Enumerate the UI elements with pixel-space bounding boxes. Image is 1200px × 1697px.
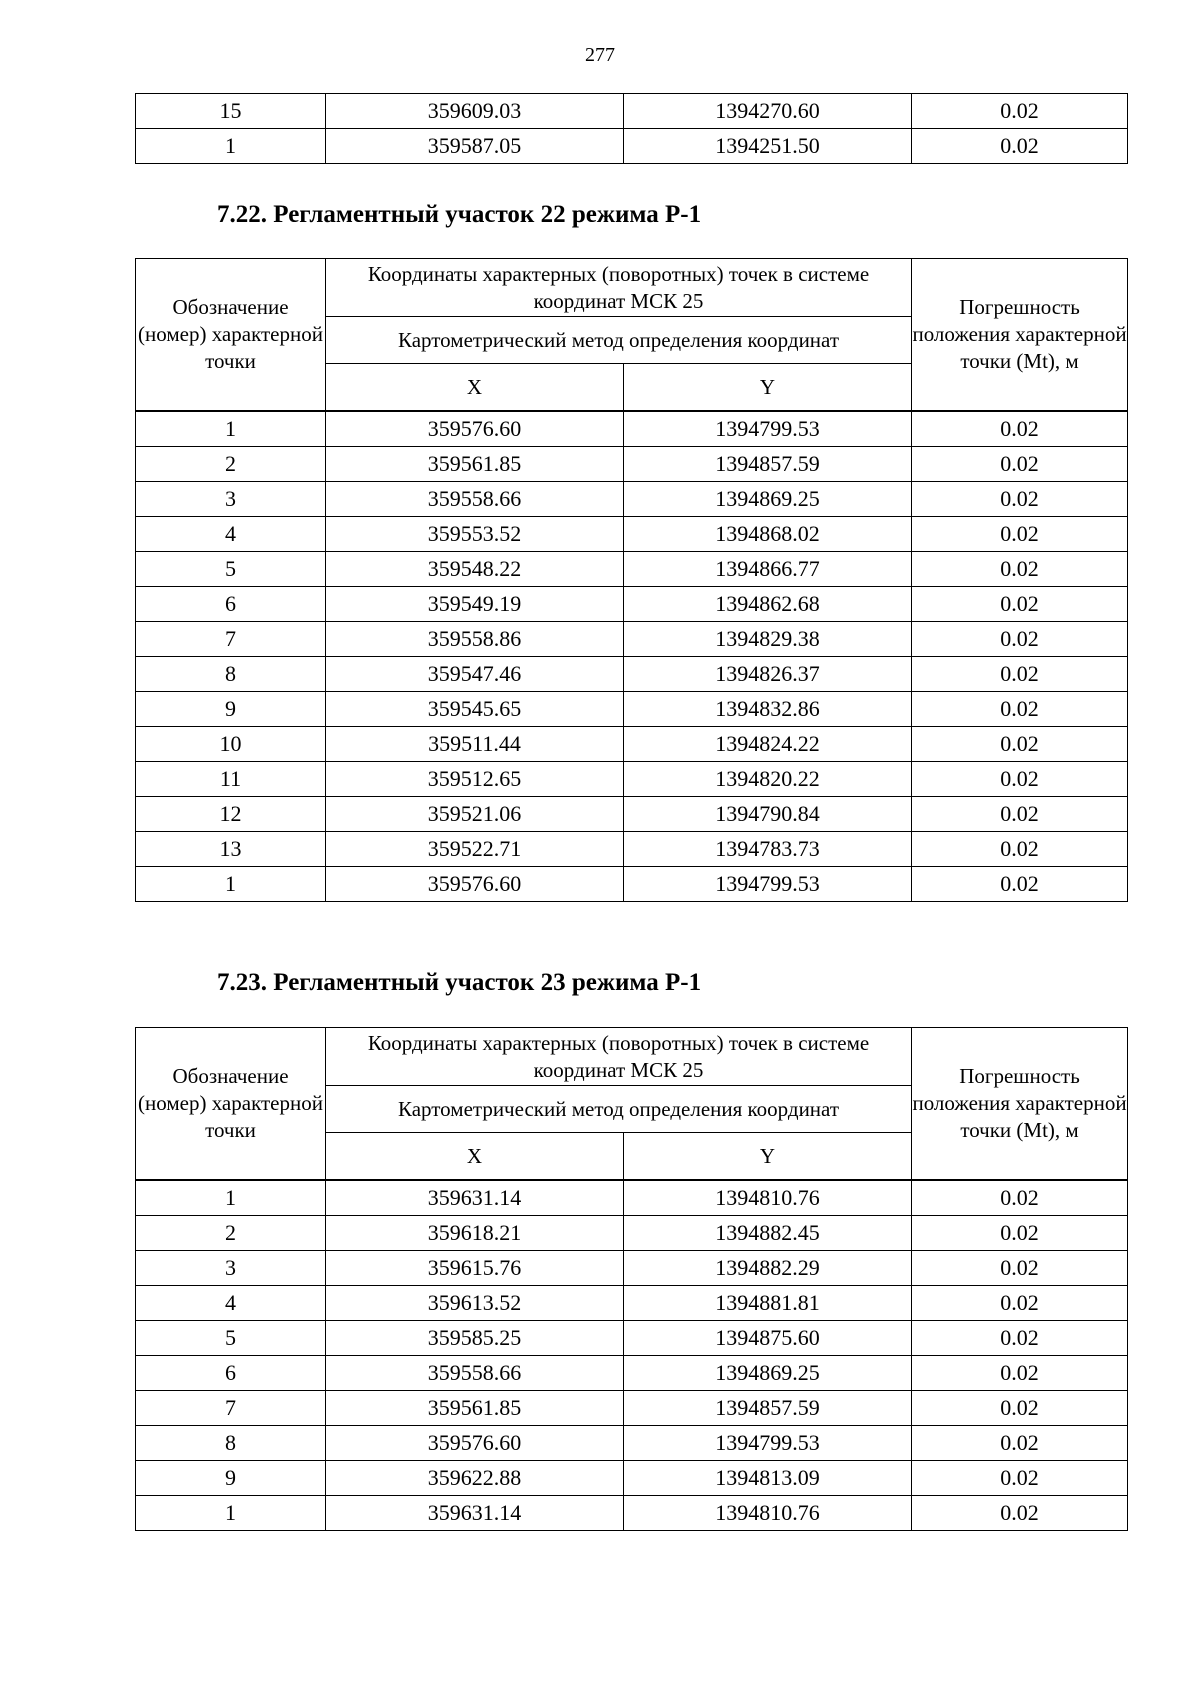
cell-x: 359613.52 bbox=[326, 1286, 624, 1321]
cell-point-number: 8 bbox=[136, 1426, 326, 1461]
cell-point-number: 9 bbox=[136, 1461, 326, 1496]
cell-error: 0.02 bbox=[912, 1426, 1128, 1461]
cell-x: 359576.60 bbox=[326, 1426, 624, 1461]
cell-error: 0.02 bbox=[912, 832, 1128, 867]
cell-point-number: 9 bbox=[136, 692, 326, 727]
cell-point-number: 1 bbox=[136, 1496, 326, 1531]
cell-point-number: 15 bbox=[136, 94, 326, 129]
cell-x: 359511.44 bbox=[326, 727, 624, 762]
cell-point-number: 10 bbox=[136, 727, 326, 762]
cell-y: 1394882.29 bbox=[624, 1251, 912, 1286]
header-method: Картометрический метод определения координат bbox=[326, 1086, 912, 1133]
table-body bbox=[136, 1180, 1128, 1531]
cell-point-number: 8 bbox=[136, 657, 326, 692]
cell-error: 0.02 bbox=[912, 1496, 1128, 1531]
header-coordinates: Координаты характерных (поворотных) точек в системе координат МСК 25 bbox=[326, 259, 912, 317]
cell-y: 1394869.25 bbox=[624, 482, 912, 517]
cell-y: 1394857.59 bbox=[624, 447, 912, 482]
cell-point-number: 7 bbox=[136, 622, 326, 657]
cell-y: 1394869.25 bbox=[624, 1356, 912, 1391]
cell-y: 1394813.09 bbox=[624, 1461, 912, 1496]
cell-y: 1394866.77 bbox=[624, 552, 912, 587]
cell-y: 1394826.37 bbox=[624, 657, 912, 692]
cell-x: 359553.52 bbox=[326, 517, 624, 552]
header-y: Y bbox=[624, 364, 912, 412]
cell-x: 359631.14 bbox=[326, 1496, 624, 1531]
header-x: X bbox=[326, 1133, 624, 1181]
cell-error: 0.02 bbox=[912, 411, 1128, 447]
cell-error: 0.02 bbox=[912, 587, 1128, 622]
table-row bbox=[136, 1426, 1128, 1461]
page-number: 277 bbox=[585, 44, 615, 66]
cell-point-number: 1 bbox=[136, 1180, 326, 1216]
cell-error: 0.02 bbox=[912, 657, 1128, 692]
table-row bbox=[136, 447, 1128, 482]
cell-error: 0.02 bbox=[912, 482, 1128, 517]
cell-point-number: 1 bbox=[136, 129, 326, 164]
top-coordinates-table bbox=[135, 93, 1128, 164]
cell-x: 359609.03 bbox=[326, 94, 624, 129]
table-body bbox=[136, 411, 1128, 902]
cell-point-number: 5 bbox=[136, 552, 326, 587]
table-row bbox=[136, 587, 1128, 622]
cell-x: 359585.25 bbox=[326, 1321, 624, 1356]
cell-y: 1394783.73 bbox=[624, 832, 912, 867]
cell-y: 1394799.53 bbox=[624, 1426, 912, 1461]
cell-x: 359576.60 bbox=[326, 867, 624, 902]
cell-point-number: 6 bbox=[136, 1356, 326, 1391]
section-22-title: 7.22. Регламентный участок 22 режима Р-1 bbox=[217, 201, 702, 228]
header-error: Погрешность положения характерной точки (Mt), м bbox=[912, 259, 1128, 412]
cell-point-number: 3 bbox=[136, 1251, 326, 1286]
table-row bbox=[136, 1461, 1128, 1496]
table-row bbox=[136, 692, 1128, 727]
table-row bbox=[136, 762, 1128, 797]
cell-point-number: 11 bbox=[136, 762, 326, 797]
cell-point-number: 6 bbox=[136, 587, 326, 622]
cell-error: 0.02 bbox=[912, 1216, 1128, 1251]
table-row bbox=[136, 1321, 1128, 1356]
table-row bbox=[136, 411, 1128, 447]
cell-y: 1394881.81 bbox=[624, 1286, 912, 1321]
cell-y: 1394251.50 bbox=[624, 129, 912, 164]
header-coordinates: Координаты характерных (поворотных) точек в системе координат МСК 25 bbox=[326, 1028, 912, 1086]
table-row bbox=[136, 1356, 1128, 1391]
cell-error: 0.02 bbox=[912, 447, 1128, 482]
cell-x: 359561.85 bbox=[326, 447, 624, 482]
table-row bbox=[136, 727, 1128, 762]
cell-y: 1394810.76 bbox=[624, 1180, 912, 1216]
cell-point-number: 12 bbox=[136, 797, 326, 832]
cell-x: 359547.46 bbox=[326, 657, 624, 692]
cell-x: 359549.19 bbox=[326, 587, 624, 622]
cell-y: 1394810.76 bbox=[624, 1496, 912, 1531]
table-row bbox=[136, 832, 1128, 867]
cell-y: 1394270.60 bbox=[624, 94, 912, 129]
cell-error: 0.02 bbox=[912, 1461, 1128, 1496]
cell-error: 0.02 bbox=[912, 1391, 1128, 1426]
cell-y: 1394829.38 bbox=[624, 622, 912, 657]
cell-x: 359615.76 bbox=[326, 1251, 624, 1286]
header-point-number: Обозначение (номер) характерной точки bbox=[136, 1028, 326, 1181]
table-row bbox=[136, 94, 1128, 129]
header-point-number: Обозначение (номер) характерной точки bbox=[136, 259, 326, 412]
cell-x: 359558.86 bbox=[326, 622, 624, 657]
cell-y: 1394868.02 bbox=[624, 517, 912, 552]
cell-error: 0.02 bbox=[912, 727, 1128, 762]
cell-x: 359576.60 bbox=[326, 411, 624, 447]
cell-y: 1394882.45 bbox=[624, 1216, 912, 1251]
table-row bbox=[136, 1180, 1128, 1216]
cell-x: 359548.22 bbox=[326, 552, 624, 587]
cell-error: 0.02 bbox=[912, 1286, 1128, 1321]
header-x: X bbox=[326, 364, 624, 412]
section-22-table bbox=[135, 258, 1128, 902]
cell-x: 359522.71 bbox=[326, 832, 624, 867]
cell-x: 359545.65 bbox=[326, 692, 624, 727]
table-row bbox=[136, 657, 1128, 692]
cell-x: 359512.65 bbox=[326, 762, 624, 797]
cell-error: 0.02 bbox=[912, 1180, 1128, 1216]
cell-x: 359561.85 bbox=[326, 1391, 624, 1426]
cell-point-number: 4 bbox=[136, 517, 326, 552]
table-row bbox=[136, 867, 1128, 902]
table-row bbox=[136, 622, 1128, 657]
cell-y: 1394875.60 bbox=[624, 1321, 912, 1356]
table-row bbox=[136, 552, 1128, 587]
cell-point-number: 5 bbox=[136, 1321, 326, 1356]
table-row bbox=[136, 482, 1128, 517]
cell-error: 0.02 bbox=[912, 94, 1128, 129]
cell-point-number: 1 bbox=[136, 867, 326, 902]
cell-x: 359558.66 bbox=[326, 1356, 624, 1391]
section-23-title: 7.23. Регламентный участок 23 режима Р-1 bbox=[217, 969, 702, 996]
cell-x: 359558.66 bbox=[326, 482, 624, 517]
cell-y: 1394799.53 bbox=[624, 411, 912, 447]
cell-error: 0.02 bbox=[912, 622, 1128, 657]
cell-error: 0.02 bbox=[912, 129, 1128, 164]
section-23-table bbox=[135, 1027, 1128, 1531]
table-row bbox=[136, 1496, 1128, 1531]
cell-error: 0.02 bbox=[912, 1356, 1128, 1391]
cell-y: 1394790.84 bbox=[624, 797, 912, 832]
header-y: Y bbox=[624, 1133, 912, 1181]
cell-y: 1394824.22 bbox=[624, 727, 912, 762]
cell-y: 1394857.59 bbox=[624, 1391, 912, 1426]
cell-error: 0.02 bbox=[912, 1321, 1128, 1356]
cell-x: 359631.14 bbox=[326, 1180, 624, 1216]
cell-y: 1394820.22 bbox=[624, 762, 912, 797]
cell-point-number: 2 bbox=[136, 447, 326, 482]
table-row bbox=[136, 1251, 1128, 1286]
cell-error: 0.02 bbox=[912, 552, 1128, 587]
header-error: Погрешность положения характерной точки (Mt), м bbox=[912, 1028, 1128, 1181]
cell-x: 359622.88 bbox=[326, 1461, 624, 1496]
cell-y: 1394799.53 bbox=[624, 867, 912, 902]
cell-error: 0.02 bbox=[912, 517, 1128, 552]
cell-error: 0.02 bbox=[912, 797, 1128, 832]
cell-point-number: 4 bbox=[136, 1286, 326, 1321]
table-row bbox=[136, 1391, 1128, 1426]
table-row bbox=[136, 1286, 1128, 1321]
cell-x: 359587.05 bbox=[326, 129, 624, 164]
cell-error: 0.02 bbox=[912, 692, 1128, 727]
cell-error: 0.02 bbox=[912, 867, 1128, 902]
cell-error: 0.02 bbox=[912, 1251, 1128, 1286]
cell-point-number: 2 bbox=[136, 1216, 326, 1251]
cell-x: 359618.21 bbox=[326, 1216, 624, 1251]
cell-error: 0.02 bbox=[912, 762, 1128, 797]
table-row bbox=[136, 517, 1128, 552]
cell-y: 1394862.68 bbox=[624, 587, 912, 622]
table-row bbox=[136, 797, 1128, 832]
cell-point-number: 7 bbox=[136, 1391, 326, 1426]
table-row bbox=[136, 129, 1128, 164]
cell-point-number: 3 bbox=[136, 482, 326, 517]
cell-y: 1394832.86 bbox=[624, 692, 912, 727]
table-row bbox=[136, 1216, 1128, 1251]
header-method: Картометрический метод определения координат bbox=[326, 317, 912, 364]
cell-point-number: 13 bbox=[136, 832, 326, 867]
table-body bbox=[136, 94, 1128, 164]
cell-x: 359521.06 bbox=[326, 797, 624, 832]
cell-point-number: 1 bbox=[136, 411, 326, 447]
